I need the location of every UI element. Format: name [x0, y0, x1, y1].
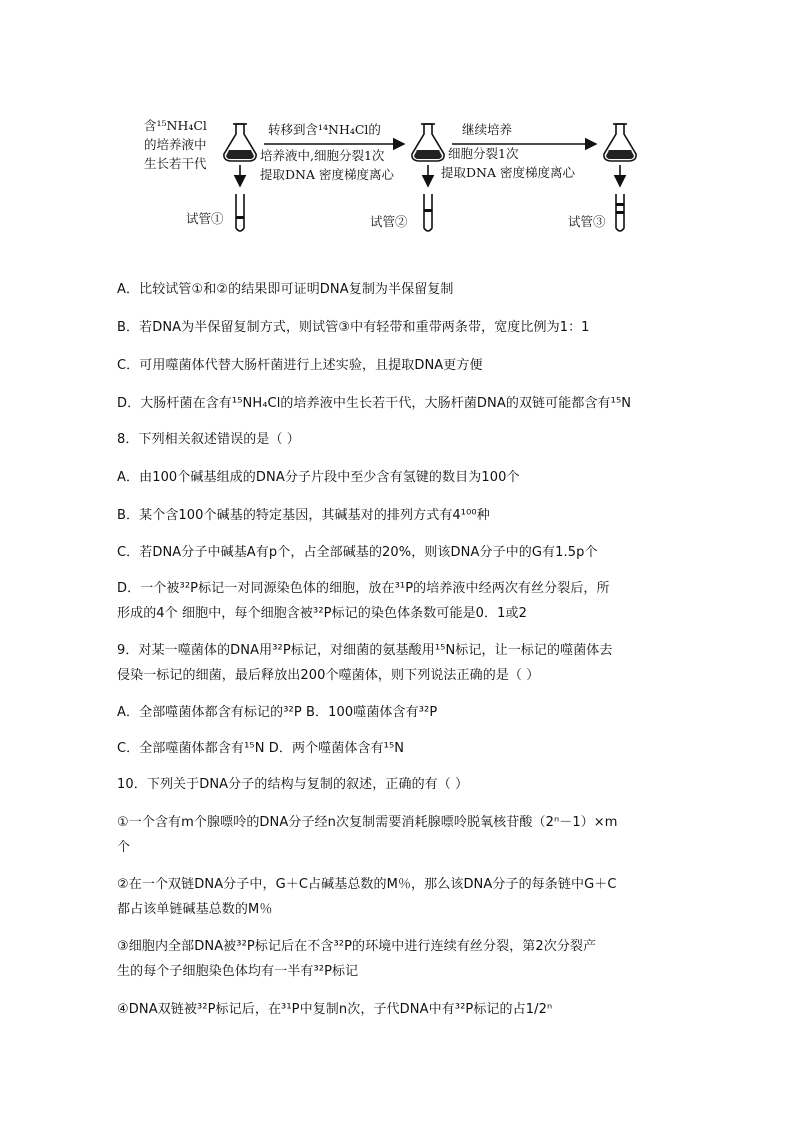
option-line: A．比较试管①和②的结果即可证明DNA复制为半保留复制: [117, 282, 454, 297]
option-line: 形成的4个 细胞中，每个细胞含被³²P标记的染色体条数可能是0．1或2: [117, 606, 527, 621]
arrow2-top-label: 继续培养: [462, 122, 513, 137]
question-stem: 10．下列关于DNA分子的结构与复制的叙述，正确的有（ ）: [117, 777, 469, 792]
flask-icon: [412, 124, 444, 161]
option-line: B．若DNA为半保留复制方式，则试管③中有轻带和重带两条带，宽度比例为1：1: [117, 320, 590, 335]
question-stem: 侵染一标记的细菌，最后释放出200个噬菌体，则下列说法正确的是（ ）: [117, 668, 540, 683]
arrow1-bottom-label: 培养液中,细胞分裂1次: [260, 148, 385, 163]
statement-line: 个: [117, 840, 131, 855]
test-tube-icon: [236, 194, 244, 231]
statement-line: 都占该单链碱基总数的M％: [117, 902, 273, 917]
experiment-diagram: [140, 110, 660, 250]
box1-line: 含¹⁵NH₄Cl: [144, 118, 207, 133]
box1-line: 的培养液中: [144, 137, 207, 152]
option-line: B．某个含100个碱基的特定基因，其碱基对的排列方式有4¹⁰⁰种: [117, 508, 490, 523]
arrow1-bottom-label: 提取DNA 密度梯度离心: [260, 167, 394, 182]
statement-line: ②在一个双链DNA分子中，G＋C占碱基总数的M％，那么该DNA分子的每条链中G＋C: [117, 877, 617, 892]
statement-line: ①一个含有m个腺嘌呤的DNA分子经n次复制需要消耗腺嘌呤脱氧核苷酸（2ⁿ－1）×m: [117, 815, 618, 830]
question-stem: 8．下列相关叙述错误的是（ ）: [117, 432, 300, 447]
option-line: C．若DNA分子中碱基A有p个，占全部碱基的20%，则该DNA分子中的G有1.5p个: [117, 545, 598, 560]
box1-line: 生长若干代: [144, 156, 207, 171]
arrow2-bottom-label: 细胞分裂1次: [448, 146, 519, 161]
option-line: A．全部噬菌体都含有标记的³²P B．100噬菌体含有³²P: [117, 705, 438, 720]
tube-label: 试管②: [370, 214, 408, 229]
flask-icon: [224, 124, 256, 161]
flask-icon: [604, 124, 636, 161]
statement-line: ④DNA双链被³²P标记后，在³¹P中复制n次，子代DNA中有³²P标记的占1/2ⁿ: [117, 1002, 553, 1017]
option-line: D．大肠杆菌在含有¹⁵NH₄Cl的培养液中生长若干代，大肠杆菌DNA的双链可能都含有¹⁵N: [117, 396, 632, 411]
tube-label: 试管③: [568, 214, 606, 229]
test-tube-icon: [424, 194, 432, 231]
statement-line: 生的每个子细胞染色体均有一半有³²P标记: [117, 964, 359, 979]
option-line: D．一个被³²P标记一对同源染色体的细胞，放在³¹P的培养液中经两次有丝分裂后，所: [117, 581, 610, 596]
option-line: C．可用噬菌体代替大肠杆菌进行上述实验，且提取DNA更方便: [117, 358, 483, 373]
arrow1-top-label: 转移到含¹⁴NH₄Cl的: [268, 122, 381, 137]
option-line: C．全部噬菌体都含有¹⁵N D．两个噬菌体含有¹⁵N: [117, 741, 405, 756]
tube-label: 试管①: [186, 211, 224, 226]
option-line: A．由100个碱基组成的DNA分子片段中至少含有氢键的数目为100个: [117, 470, 520, 485]
question-stem: 9．对某一噬菌体的DNA用³²P标记，对细菌的氨基酸用¹⁵N标记，让一标记的噬菌体去: [117, 643, 613, 658]
test-tube-icon: [616, 194, 624, 231]
statement-line: ③细胞内全部DNA被³²P标记后在不含³²P的环境中进行连续有丝分裂，第2次分裂产: [117, 939, 597, 954]
arrow2-bottom-label: 提取DNA 密度梯度离心: [441, 165, 575, 180]
